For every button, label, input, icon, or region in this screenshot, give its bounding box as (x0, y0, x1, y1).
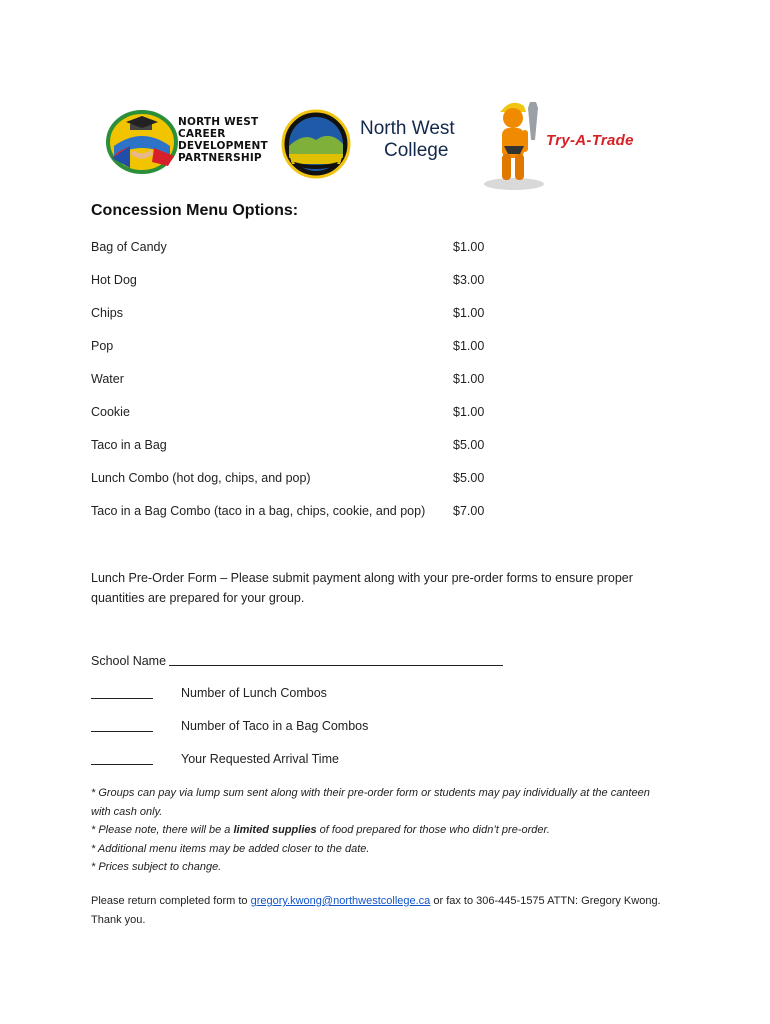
worker-figure-icon (480, 96, 550, 192)
preorder-instructions: Lunch Pre-Order Form – Please submit payment along with your pre-order forms to ensure proper quantities are prepared for your group. (91, 571, 633, 605)
menu-item-name: Chips (91, 306, 123, 320)
menu-item-price: $1.00 (453, 372, 485, 386)
order-field-row (91, 719, 491, 739)
note-limited-supplies (91, 821, 661, 840)
nwc-logo (280, 106, 480, 176)
menu-item (91, 469, 551, 502)
menu-item (91, 238, 551, 271)
logo-row (104, 96, 664, 192)
menu-item-name: Pop (91, 339, 114, 353)
note-limited-text-before: * Please note, there will be a (91, 824, 234, 836)
notes (91, 784, 661, 877)
menu-item-price: $1.00 (453, 306, 485, 320)
email-link[interactable]: gregory.kwong@northwestcollege.ca (250, 895, 431, 907)
menu-item-price: $5.00 (453, 471, 485, 485)
order-field-label: Number of Lunch Combos (181, 686, 327, 700)
school-name-blank[interactable] (169, 653, 503, 666)
menu-item-price: $1.00 (453, 339, 485, 353)
menu-item (91, 337, 551, 370)
concession-menu (91, 238, 551, 535)
order-field-row (91, 686, 491, 706)
note-limited-emphasis: limited supplies (233, 824, 317, 836)
order-field-label: Your Requested Arrival Time (181, 752, 339, 766)
ncdp-wordmark: NORTH WEST CAREER DEVELOPMENT PARTNERSHIP (178, 116, 268, 164)
school-name-label: School Name (91, 654, 167, 668)
nwc-wordmark-line2: College (384, 140, 449, 161)
order-field-blank[interactable] (91, 698, 153, 699)
return-text-before: Please return completed form to (91, 895, 251, 907)
nwc-emblem-icon (280, 106, 356, 182)
order-field-row (91, 752, 491, 772)
menu-item (91, 304, 551, 337)
note-additional-items: * Additional menu items may be added closer to the date. (91, 842, 370, 855)
order-field-blank[interactable] (91, 764, 153, 765)
return-instructions (91, 892, 666, 930)
ncdp-emblem-icon (104, 106, 180, 176)
menu-item (91, 502, 551, 535)
menu-item-price: $7.00 (453, 504, 485, 518)
menu-item (91, 370, 551, 403)
ncdp-logo (104, 106, 268, 176)
menu-item-price: $1.00 (453, 405, 485, 419)
menu-item-name: Water (91, 372, 124, 386)
menu-item-price: $5.00 (453, 438, 485, 452)
school-name-row (91, 653, 503, 668)
return-text-after: or fax to 306-445-1575 ATTN: Gregory Kwong. Thank you. (91, 895, 661, 926)
menu-item (91, 436, 551, 469)
menu-item (91, 271, 551, 304)
order-field-label: Number of Taco in a Bag Combos (181, 719, 369, 733)
menu-item-name: Lunch Combo (hot dog, chips, and pop) (91, 471, 311, 485)
page-title: Concession Menu Options: (91, 202, 299, 219)
try-a-trade-wordmark: Try-A-Trade (546, 132, 634, 149)
menu-item-price: $3.00 (453, 273, 485, 287)
order-field-blank[interactable] (91, 731, 153, 732)
note-payment: * Groups can pay via lump sum sent along with their pre-order form or students may pay individually at the canteen with cash only. (91, 787, 650, 818)
menu-item-name: Taco in a Bag (91, 438, 167, 452)
menu-item-name: Cookie (91, 405, 130, 419)
menu-item (91, 403, 551, 436)
menu-item-name: Taco in a Bag Combo (taco in a bag, chips, cookie, and pop) (91, 504, 426, 518)
menu-item-name: Hot Dog (91, 273, 137, 287)
nwc-wordmark-line1: North West (360, 118, 455, 139)
menu-item-name: Bag of Candy (91, 240, 167, 254)
note-limited-text-after: of food prepared for those who didn’t pre-order. (316, 824, 550, 836)
note-prices: * Prices subject to change. (91, 861, 222, 873)
try-a-trade-logo (480, 96, 656, 192)
menu-item-price: $1.00 (453, 240, 485, 254)
